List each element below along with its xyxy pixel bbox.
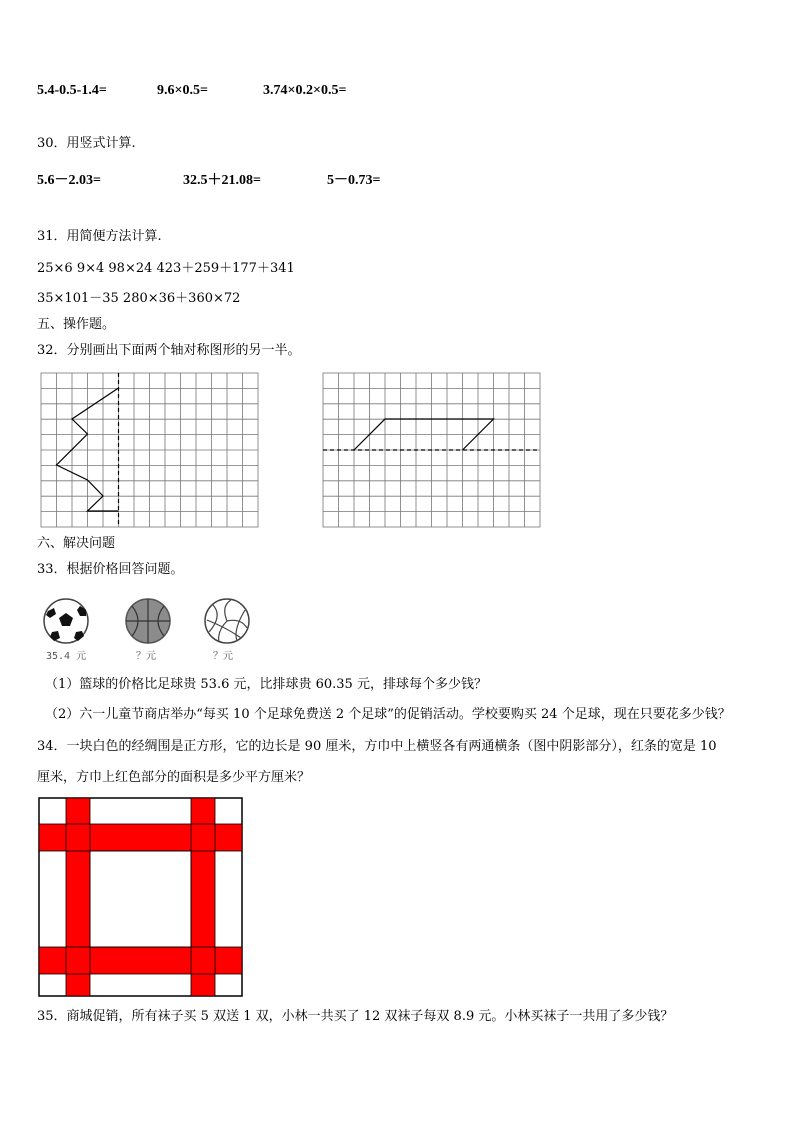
basketball-price: ？元 (136, 651, 156, 662)
football-icon (40, 596, 92, 646)
basketball-icon (122, 596, 174, 646)
q32-title: 32．分别画出下面两个轴对称图形的另一半。 (37, 343, 301, 358)
q33-sub-question-1: （1）篮球的价格比足球贵 53.6 元，比排球贵 60.35 元，排球每个多少钱？ (45, 677, 487, 692)
q29-item-3: 3.74×0.2×0.5= (263, 83, 347, 98)
q30-title: 30．用竖式计算. (37, 136, 136, 151)
q30-item-1: 5.6－2.03= (37, 173, 101, 188)
section-6-heading: 六、解决问题 (37, 536, 116, 551)
volleyball-price: ？元 (213, 651, 233, 662)
q31-row-1: 25×6 9×4 98×24 423＋259＋177＋341 (37, 261, 295, 276)
section-5-heading: 五、操作题。 (37, 317, 116, 332)
q29-item-1: 5.4-0.5-1.4= (37, 83, 107, 98)
q34-text-line-2: 厘米，方巾上红色部分的面积是多少平方厘米？ (37, 770, 311, 785)
q30-item-3: 5－0.73= (327, 173, 381, 188)
q31-row-2: 35×101－35 280×36＋360×72 (37, 291, 241, 306)
volleyball-icon (201, 596, 253, 646)
q35-text: 35．商城促销，所有袜子买 5 双送 1 双，小林一共买了 12 双袜子每双 8.9 元。小林买袜子一共用了多少钱？ (37, 1009, 674, 1024)
q31-title: 31．用简便方法计算. (37, 229, 162, 244)
q29-item-2: 9.6×0.5= (157, 83, 208, 98)
symmetry-grid-right (322, 372, 542, 530)
q33-title: 33．根据价格回答问题。 (37, 562, 184, 577)
q33-sub-question-2: （2）六一儿童节商店举办“每买 10 个足球免费送 2 个足球”的促销活动。学校要购买 24 个足球，现在只要花多少钱？ (45, 707, 731, 722)
handkerchief-figure (38, 797, 244, 997)
football-price: 35.4 元 (46, 651, 87, 662)
q34-text-line-1: 34．一块白色的经绸围是正方形，它的边长是 90 厘米，方巾中上横竖各有两通横条（图中阴影部分），红条的宽是 10 (37, 739, 717, 754)
symmetry-grid-left (40, 372, 260, 530)
q30-item-2: 32.5＋21.08= (183, 173, 261, 188)
